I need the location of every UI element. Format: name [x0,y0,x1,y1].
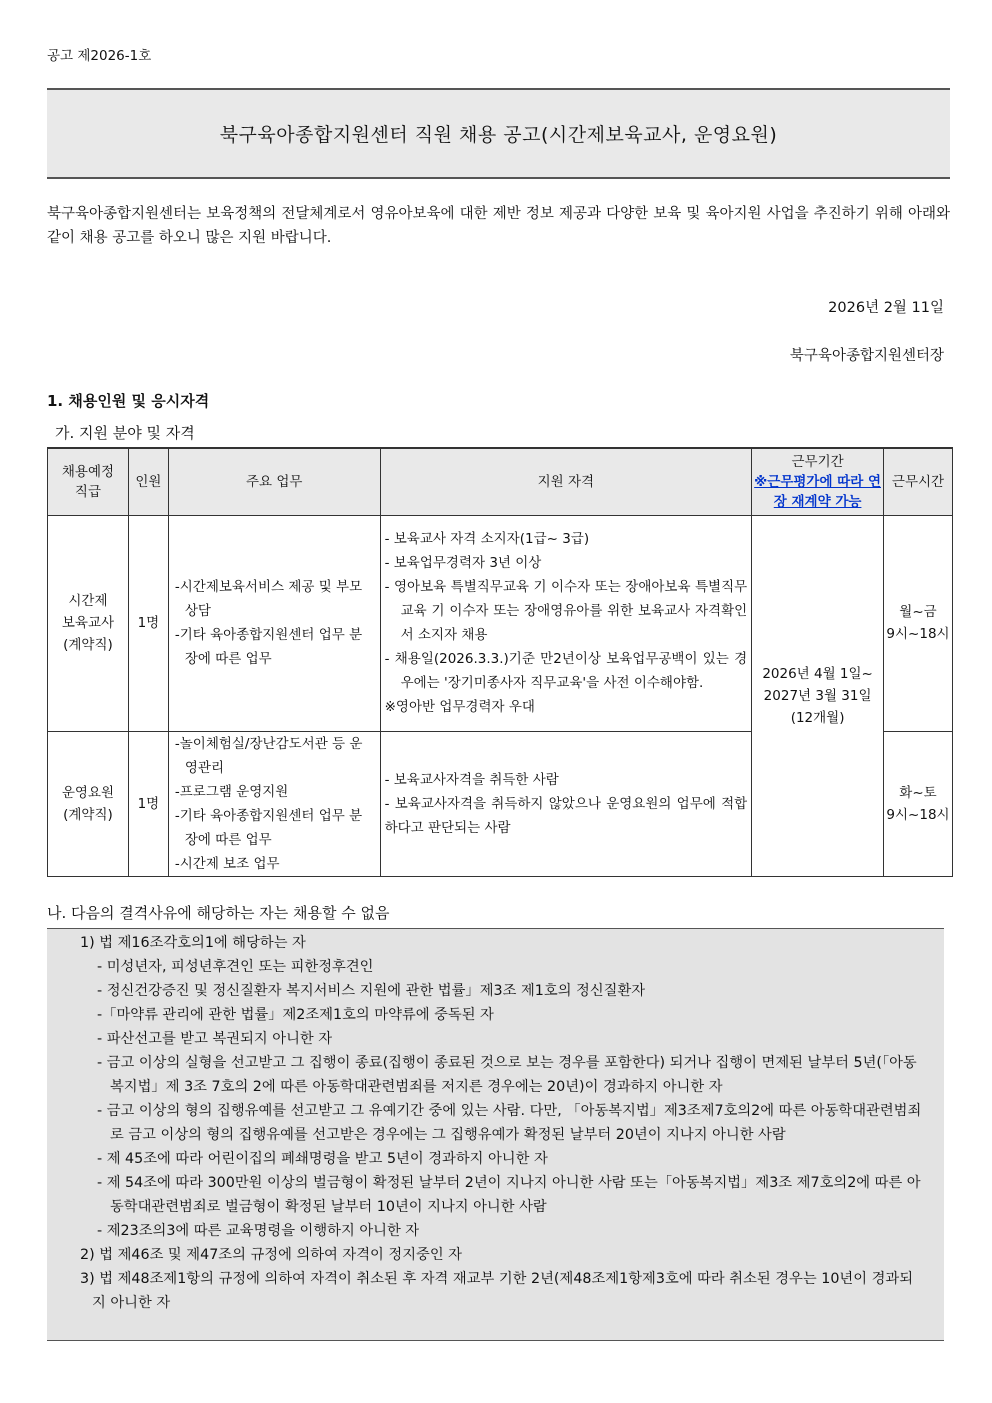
row2-count: 1명 [128,731,168,876]
header-position: 채용예정 직급 [48,448,129,515]
header-count: 인원 [128,448,168,515]
disq-subitem: - 정신건강증진 및 정신질환자 복지서비스 지원에 관한 법률」제3조 제1호의 정신질환자 [97,983,646,999]
notice-number: 공고 제2026-1호 [47,48,152,64]
duty-item: -시간제 보조 업무 [174,855,280,872]
disq-item-2: 2) 법 제46조 및 제47조의 규정에 의하여 자격이 정지중인 자 [80,1247,462,1263]
duty-item: -프로그램 운영지원 [174,783,289,800]
recruitment-table [47,447,953,877]
row2-hours: 화~토 9시~18시 [884,731,953,876]
header-hours: 근무시간 [884,448,953,515]
notice-date: 2026년 2월 11일 [828,300,944,316]
row1-position: 시간제 보육교사 (계약직) [48,515,129,731]
disq-item-3: 3) 법 제48조제1항의 규정에 의하여 자격이 취소된 후 자격 재교부 기한 2년(제48조제1항제3호에 따라 취소된 경우는 10년이 경과되지 아니한 자 [80,1271,914,1311]
row1-quals [380,515,752,731]
issuer: 북구육아종합지원센터장 [789,348,944,364]
duty-item: -시간제보육서비스 제공 및 부모상담 [174,579,363,619]
qual-note: ※영아반 업무경력자 우대 [384,699,535,715]
page-title-box [47,88,950,179]
row1-duties [168,515,380,731]
row2-duties [168,731,380,876]
qual-item: - 채용일(2026.3.3.)기준 만2년이상 보육업무공백이 있는 경우에는 '장기미종사자 직무교육'을 사전 이수해야함. [384,651,748,691]
duty-item: -기타 육아종합지원센터 업무 분장에 따른 업무 [174,627,363,667]
qual-item: - 보육교사 자격 소지자(1급~ 3급) [384,531,590,547]
disq-subitem: -「마약류 관리에 관한 법률」제2조제1호의 마약류에 중독된 자 [97,1007,494,1023]
disq-subitem: - 제 45조에 따라 어린이집의 폐쇄명령을 받고 5년이 경과하지 아니한 자 [97,1151,548,1167]
disq-subitem: - 파산선고를 받고 복권되지 아니한 자 [97,1031,333,1047]
qual-item: - 보육교사자격을 취득하지 않았으나 운영요원의 업무에 적합하다고 판단되는 사람 [384,795,748,836]
disq-subitem: - 제23조의3에 따른 교육명령을 이행하지 아니한 자 [97,1223,420,1239]
qual-item: - 영아보육 특별직무교육 기 이수자 또는 장애아보육 특별직무교육 기 이수자 또는 장애영유아를 위한 보육교사 자격확인서 소지자 채용 [384,579,748,643]
row1-count: 1명 [128,515,168,731]
row2-position: 운영요원 (계약직) [48,731,129,876]
row2-quals [380,731,752,876]
row1-hours: 월~금 9시~18시 [884,515,953,731]
qual-item: - 보육교사자격을 취득한 사람 [384,771,559,788]
disq-subitem: - 금고 이상의 형의 집행유예를 선고받고 그 유예기간 중에 있는 사람. 다만, 「아동복지법」제3조제7호의2에 따른 아동학대관련범죄로 금고 이상의 형의 집행유예를 선고받은 경우에는 그 집행유예가 확정된 날부터 20년이 지나지 아니한 사람 [97,1103,922,1143]
duty-item: -기타 육아종합지원센터 업무 분장에 따른 업무 [174,807,363,848]
disq-item-1: 1) 법 제16조각호의1에 해당하는 자 [80,935,306,951]
subsection-ga: 가. 지원 분야 및 자격 [55,424,195,442]
period-note: ※근무평가에 따라 연장 재계약 가능 [754,473,882,510]
disq-subitem: - 금고 이상의 실형을 선고받고 그 집행이 종료(집행이 종료된 것으로 보는 경우를 포함한다) 되거나 집행이 면제된 날부터 5년(「아동복지법」제 3조 7호의 2에 따른 아동학대관련범죄를 저지른 경우에는 20년)이 경과하지 아니한 자 [97,1055,917,1095]
work-period: 2026년 4월 1일~ 2027년 3월 31일 (12개월) [752,515,884,876]
subsection-na: 나. 다음의 결격사유에 해당하는 자는 채용할 수 없음 [47,904,390,922]
page-title: 북구육아종합지원센터 직원 채용 공고(시간제보육교사, 운영요원) [219,124,778,146]
disq-subitem: - 미성년자, 피성년후견인 또는 피한정후견인 [97,959,374,975]
table-header-row [48,448,953,515]
header-period [752,448,884,515]
header-period-label: 근무기간 [791,453,844,470]
disq-subitem: - 제 54조에 따라 300만원 이상의 벌금형이 확정된 날부터 2년이 지나지 아니한 사람 또는「아동복지법」제3조 제7호의2에 따른 아동학대관련범죄로 벌금형이 확정된 날부터 10년이 지나지 아니한 사람 [97,1175,921,1215]
header-quals: 지원 자격 [380,448,752,515]
intro-paragraph: 북구육아종합지원센터는 보육정책의 전달체계로서 영유아보육에 대한 제반 정보 제공과 다양한 보육 및 육아지원 사업을 추진하기 위해 아래와 같이 채용 공고를 하오니 많은 지원 바랍니다. [47,206,950,246]
header-duties: 주요 업무 [168,448,380,515]
table-row [48,515,953,731]
disqualification-box [47,928,944,1341]
qual-item: - 보육업무경력자 3년 이상 [384,555,542,571]
duty-item: -놀이체험실/장난감도서관 등 운영관리 [174,735,363,776]
section-heading-1: 1. 채용인원 및 응시자격 [47,392,210,410]
